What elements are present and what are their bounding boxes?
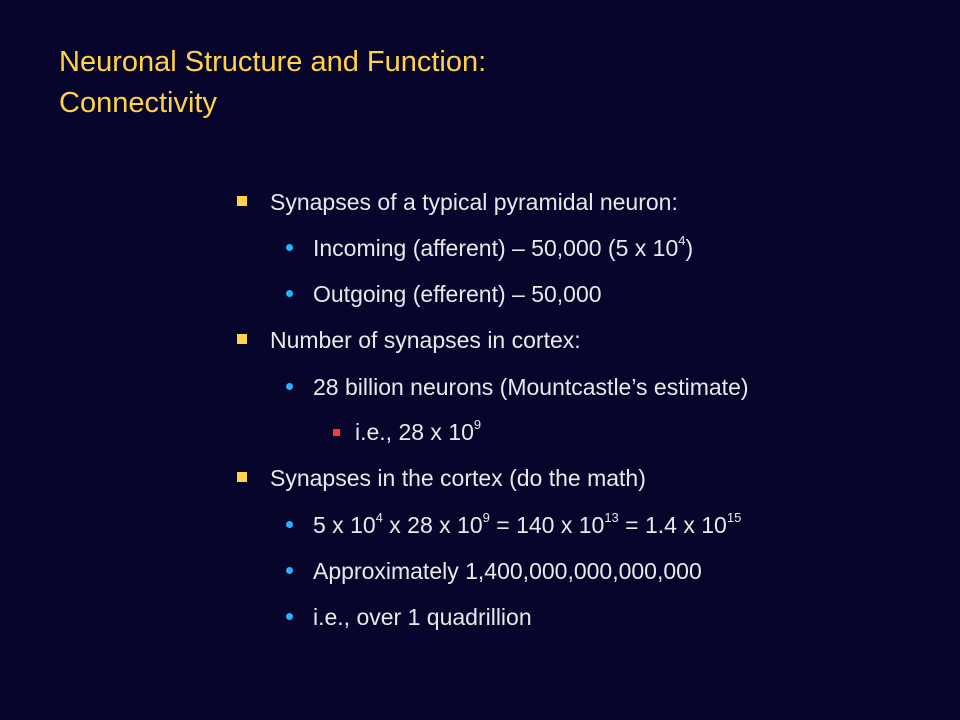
bullet-text: i.e., 28 x 10 [355,419,474,445]
bullet-text-suffix: ) [685,235,694,261]
bullet-text: Incoming (afferent) – 50,000 (5 x 10 [313,235,679,261]
exponent: 15 [726,510,742,526]
exponent: 4 [678,233,686,249]
bullet-text: Synapses in the cortex (do the math) [270,465,646,491]
bullet-text: Approximately 1,400,000,000,000,000 [313,558,702,584]
bullet-text: Number of synapses in cortex: [270,327,581,353]
dot-bullet-icon [286,244,293,251]
bullet-text: 28 billion neurons (Mountcastle’s estimate) [313,374,749,400]
bullet-outgoing [313,279,602,309]
exponent: 9 [482,510,490,526]
exponent: 4 [375,510,383,526]
bullet-synapses-pyramidal [270,187,678,217]
title-line-1: Neuronal Structure and Function: [59,46,487,78]
title-line-2: Connectivity [59,87,217,119]
square-bullet-icon [237,472,247,482]
bullet-text: Synapses of a typical pyramidal neuron: [270,189,678,215]
square-bullet-icon [237,196,247,206]
dot-bullet-icon [286,521,293,528]
small-square-bullet-icon [333,429,340,436]
calc-part-4: = 1.4 x 10 [618,512,727,538]
calc-part-2: x 28 x 10 [382,512,483,538]
exponent: 13 [604,510,619,526]
square-bullet-icon [237,334,247,344]
dot-bullet-icon [286,567,293,574]
dot-bullet-icon [286,383,293,390]
bullet-calculation [313,510,741,540]
bullet-approximately [313,556,702,586]
dot-bullet-icon [286,290,293,297]
bullet-28x10-9 [355,417,481,447]
bullet-text: Outgoing (efferent) – 50,000 [313,281,602,307]
calc-part-3: = 140 x 10 [489,512,605,538]
bullet-incoming [313,233,693,263]
exponent: 9 [473,417,482,433]
dot-bullet-icon [286,613,293,620]
bullet-number-synapses [270,325,581,355]
calc-part-1: 5 x 10 [313,512,376,538]
bullet-do-the-math [270,463,646,493]
bullet-text: i.e., over 1 quadrillion [313,604,532,630]
bullet-quadrillion [313,602,532,632]
bullet-28-billion [313,372,749,402]
